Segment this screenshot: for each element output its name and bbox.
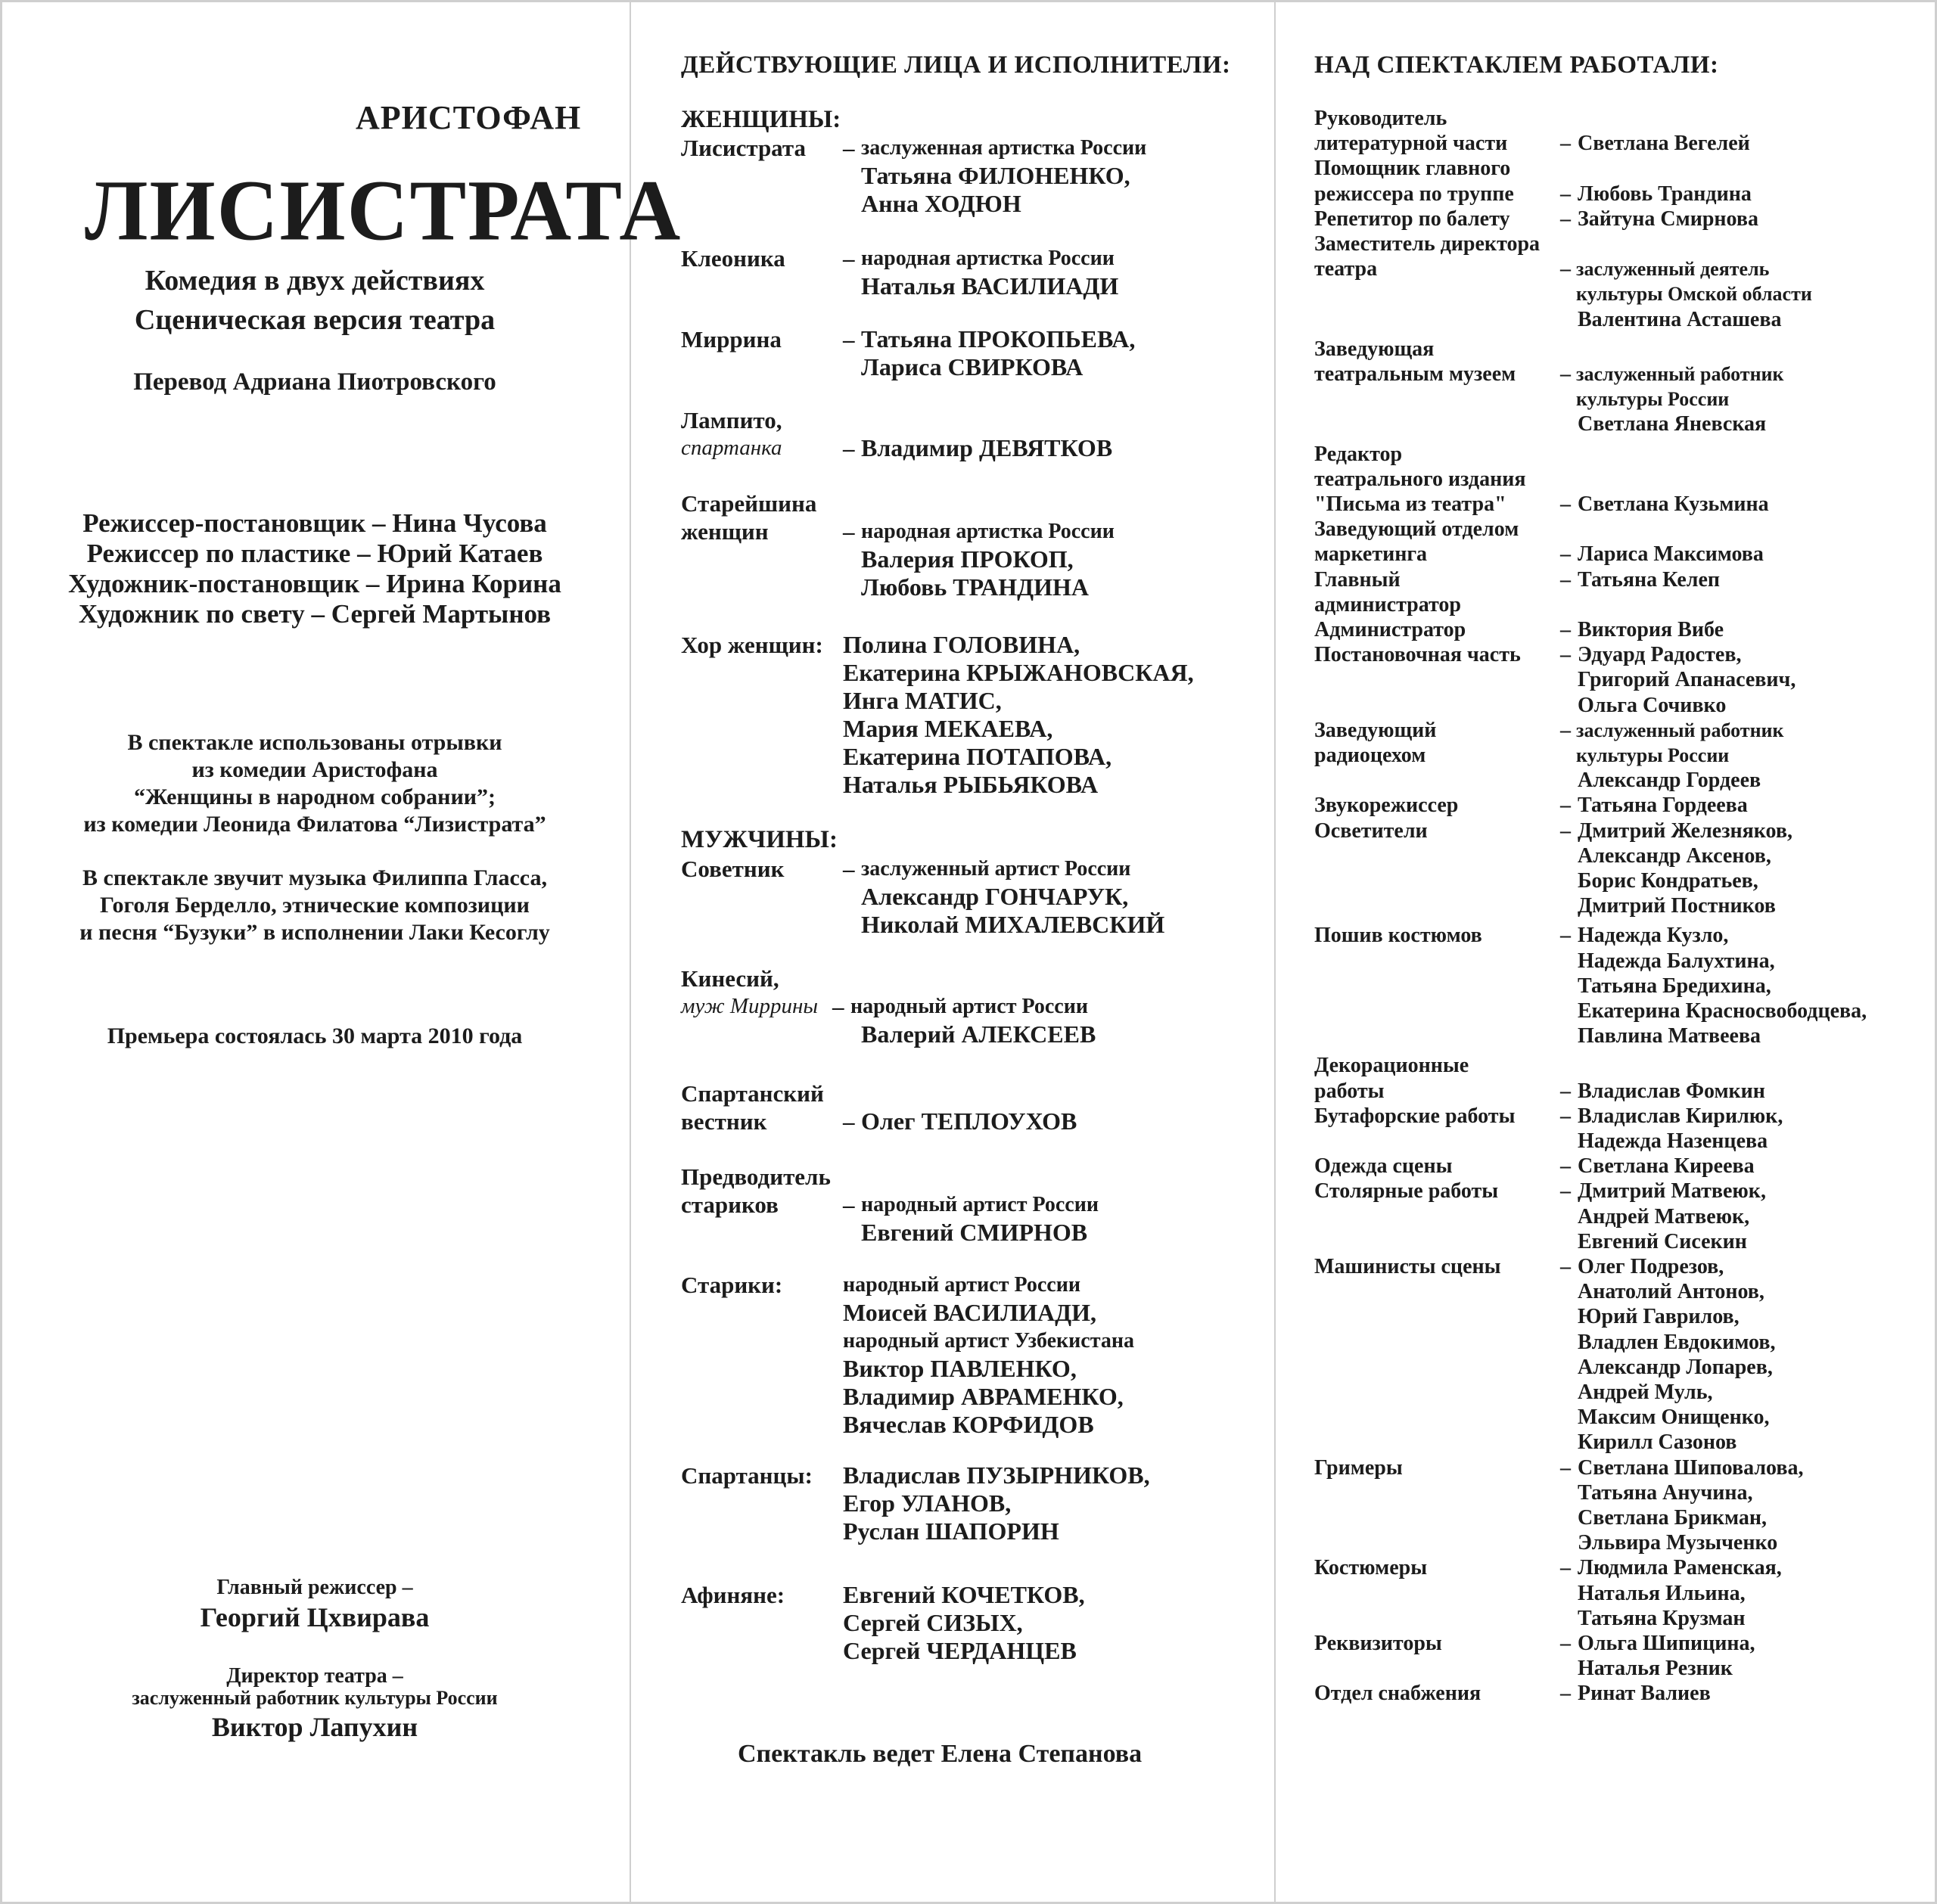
performer-name: Евгений КОЧЕТКОВ,	[843, 1581, 1085, 1608]
performer-name: Лариса СВИРКОВА	[861, 353, 1084, 380]
staff-name: Дмитрий Матвеюк,	[1578, 1179, 1766, 1204]
staff-name: Борис Кондратьев,	[1578, 869, 1758, 893]
subtitle-genre: Комедия в двух действиях	[145, 265, 485, 297]
staff-position: Декорационные	[1314, 1054, 1469, 1078]
dash: –	[1560, 132, 1571, 156]
staff-row	[1314, 1330, 1935, 1355]
staff-row	[1314, 1455, 1935, 1480]
staff-position: администратор	[1314, 592, 1461, 617]
honorary-title: народная артистка России	[861, 247, 1115, 270]
staff-row	[1314, 999, 1935, 1023]
staff-name: Евгений Сисекин	[1578, 1229, 1747, 1253]
role-name: спартанка	[681, 436, 782, 460]
subtitle-version: Сценическая версия театра	[134, 304, 496, 336]
staff-name: Виктория Вибе	[1578, 618, 1724, 641]
staff-row	[1314, 156, 1935, 181]
honorary-title: заслуженный работник	[1576, 719, 1784, 741]
performer-name: Вячеслав КОРФИДОВ	[843, 1411, 1094, 1438]
staff-position: Заведующий отделом	[1314, 517, 1519, 542]
staff-row	[1314, 1254, 1935, 1279]
author: АРИСТОФАН	[356, 99, 582, 136]
crew-line: Художник по свету – Сергей Мартынов	[78, 599, 552, 629]
staff-row	[1314, 1430, 1935, 1455]
staff-position: радиоцехом	[1314, 744, 1426, 767]
staff-row	[1314, 1279, 1935, 1304]
staff-name: Светлана Киреева	[1578, 1154, 1755, 1179]
note-line: В спектакле использованы отрывки	[127, 730, 502, 755]
excerpts-note	[0, 729, 630, 838]
chief-director-label: Главный режиссер –	[216, 1576, 413, 1599]
role-name: Миррина	[681, 326, 782, 353]
staff-name: Андрей Муль,	[1578, 1381, 1713, 1404]
role-name: Старейшина	[681, 490, 817, 517]
staff-position: Отдел снабжения	[1314, 1682, 1482, 1706]
role-name: Спартанцы:	[681, 1462, 813, 1489]
honorary-title: культуры Омской области	[1576, 283, 1812, 306]
staff-name: Надежда Назенцева	[1578, 1129, 1768, 1153]
staff-row	[1314, 1555, 1935, 1580]
staff-name: Светлана Брикман,	[1578, 1506, 1768, 1530]
staff-row	[1314, 1505, 1935, 1530]
staff-row	[1314, 207, 1935, 231]
staff-row	[1314, 818, 1935, 843]
dash: –	[1560, 718, 1571, 742]
honorary-title: народная артистка России	[861, 520, 1115, 543]
performer-name: Егор УЛАНОВ,	[843, 1489, 1012, 1517]
chief-director-name: Георгий Цхвирава	[200, 1602, 430, 1632]
staff-name: Дмитрий Постников	[1578, 894, 1776, 918]
role-name: Спартанский	[681, 1080, 824, 1107]
note-line: Гоголя Берделло, этнические композиции	[100, 893, 530, 918]
role-name: муж Миррины	[681, 994, 819, 1018]
performer-name: Владислав ПУЗЫРНИКОВ,	[843, 1461, 1150, 1489]
staff-position: театрального издания	[1314, 467, 1526, 491]
performer-name: Мария МЕКАЕВА,	[843, 715, 1053, 742]
staff-row	[1314, 1681, 1935, 1706]
performer-name: Моисей ВАСИЛИАДИ,	[843, 1299, 1097, 1326]
honorary-title: заслуженный деятель	[1576, 258, 1770, 281]
role-name: вестник	[681, 1108, 767, 1135]
staff-row	[1314, 412, 1935, 436]
dash: –	[843, 856, 855, 882]
staff-row	[1314, 1304, 1935, 1329]
cast-heading: ДЕЙСТВУЮЩИЕ ЛИЦА И ИСПОЛНИТЕЛИ:	[681, 51, 1231, 79]
staff-name: Эдуард Радостев,	[1578, 643, 1742, 667]
staff-position: Столярные работы	[1314, 1179, 1499, 1204]
staff-row	[1314, 442, 1935, 467]
staff-name: Максим Онищенко,	[1578, 1405, 1770, 1430]
dash: –	[1560, 182, 1571, 206]
honorary-title: народный артист России	[861, 1193, 1099, 1216]
staff-name: Александр Аксенов,	[1578, 843, 1771, 868]
staff-position: работы	[1314, 1079, 1385, 1103]
women-heading: ЖЕНЩИНЫ:	[681, 106, 841, 133]
note-line: и песня “Бузуки” в исполнении Лаки Кесоглу	[79, 920, 550, 945]
staff-name: Валентина Асташева	[1578, 307, 1782, 331]
staff-position: Одежда сцены	[1314, 1154, 1453, 1179]
honorary-title: народный артист Узбекистана	[843, 1329, 1134, 1353]
staff-row	[1314, 1606, 1935, 1631]
role-name: Клеоника	[681, 245, 785, 272]
staff-position: Гримеры	[1314, 1455, 1403, 1480]
crew-line: Режиссер по пластике – Юрий Катаев	[86, 539, 543, 568]
dash: –	[1560, 207, 1571, 231]
staff-position: театральным музеем	[1314, 362, 1516, 386]
theatre-director-label: Директор театра –	[226, 1664, 403, 1688]
dash: –	[1560, 567, 1571, 592]
honorary-title: культуры России	[1576, 744, 1730, 766]
staff-row	[1314, 667, 1935, 692]
dash: –	[843, 135, 855, 161]
staff-row	[1314, 1079, 1935, 1104]
staff-row	[1314, 693, 1935, 718]
theatre-director-name: Виктор Лапухин	[211, 1712, 418, 1742]
staff-name: Светлана Яневская	[1578, 412, 1767, 436]
staff-row	[1314, 1581, 1935, 1606]
staff-name: Екатерина Красносвободцева,	[1578, 999, 1867, 1023]
staff-row	[1314, 467, 1935, 492]
dash: –	[1560, 542, 1571, 567]
staff-name: Владислав Фомкин	[1578, 1079, 1765, 1103]
stage-manager: Спектакль ведет Елена Степанова	[738, 1740, 1143, 1768]
role-name: Афиняне:	[681, 1582, 785, 1608]
staff-row	[1314, 793, 1935, 818]
creative-team	[0, 508, 630, 629]
staff-position: Постановочная часть	[1314, 643, 1521, 667]
staff-name: Александр Лопарев,	[1578, 1355, 1773, 1379]
performer-name: Руслан ШАПОРИН	[843, 1517, 1059, 1545]
staff-position: Администратор	[1314, 618, 1466, 641]
staff-row	[1314, 1530, 1935, 1555]
role-name: Лампито,	[681, 407, 782, 433]
staff-row	[1314, 542, 1935, 567]
staff-position: Главный	[1314, 567, 1401, 592]
column-divider-right	[1274, 0, 1276, 1904]
dash: –	[843, 1191, 855, 1218]
performer-name: Валерия ПРОКОП,	[861, 545, 1074, 573]
note-line: В спектакле звучит музыка Филиппа Гласса,	[82, 865, 547, 890]
staff-row	[1314, 1380, 1935, 1405]
note-line: из комедии Леонида Филатова “Лизистрата”	[83, 812, 546, 837]
staff-row	[1314, 617, 1935, 642]
staff-name: Ольга Шипицина,	[1578, 1632, 1755, 1655]
dash: –	[843, 326, 855, 353]
staff-position: Пошив костюмов	[1314, 924, 1482, 948]
dash: –	[1560, 1556, 1571, 1580]
staff-name: Наталья Резник	[1578, 1657, 1733, 1681]
staff-row	[1314, 337, 1935, 362]
column-divider-left	[630, 0, 631, 1904]
staff-heading: НАД СПЕКТАКЛЕМ РАБОТАЛИ:	[1314, 51, 1719, 79]
staff-position: режиссера по труппе	[1314, 182, 1514, 206]
dash: –	[1560, 1255, 1571, 1278]
staff-name: Татьяна Гордеева	[1578, 794, 1748, 818]
staff-position: Репетитор по балету	[1314, 207, 1510, 231]
performer-name: Сергей СИЗЫХ,	[843, 1609, 1023, 1636]
translation-credit: Перевод Адриана Пиотровского	[133, 368, 496, 396]
staff-position: "Письма из театра"	[1314, 492, 1506, 516]
performer-name: Любовь ТРАНДИНА	[861, 573, 1089, 601]
dash: –	[843, 1108, 855, 1135]
staff-row	[1314, 131, 1935, 156]
staff-name: Людмила Раменская,	[1578, 1556, 1782, 1580]
dash: –	[1560, 1179, 1571, 1204]
performer-name: Виктор ПАВЛЕНКО,	[843, 1355, 1077, 1382]
performer-name: Наталья ВАСИЛИАДИ	[861, 272, 1119, 300]
staff-position: Бутафорские работы	[1314, 1104, 1516, 1128]
staff-row	[1314, 1053, 1935, 1078]
staff-name: Эльвира Музыченко	[1578, 1531, 1778, 1555]
note-line: “Женщины в народном собрании”;	[133, 784, 496, 809]
staff-name: Наталья Ильина,	[1578, 1581, 1746, 1605]
staff-name: Андрей Матвеюк,	[1578, 1204, 1750, 1228]
staff-position: Звукорежиссер	[1314, 794, 1459, 818]
staff-row	[1314, 1179, 1935, 1204]
play-title: ЛИСИСТРАТА	[85, 163, 682, 259]
staff-position: Заведующая	[1314, 337, 1435, 361]
staff-name: Александр Гордеев	[1578, 769, 1761, 793]
staff-row	[1314, 923, 1935, 948]
dash: –	[1560, 618, 1571, 641]
staff-position: Редактор	[1314, 442, 1403, 466]
crew-line: Художник-постановщик – Ирина Корина	[68, 569, 561, 598]
dash: –	[1560, 794, 1571, 818]
dash: –	[1560, 1455, 1571, 1480]
theatre-director-title: заслуженный работник культуры России	[132, 1687, 498, 1709]
staff-row	[1314, 1480, 1935, 1505]
staff-row	[1314, 362, 1935, 387]
performer-name: Татьяна ПРОКОПЬЕВА,	[861, 325, 1136, 353]
performer-name: Татьяна ФИЛОНЕНКО,	[861, 162, 1130, 189]
staff-row	[1314, 843, 1935, 868]
performer-name: Сергей ЧЕРДАНЦЕВ	[843, 1637, 1077, 1664]
staff-name: Лариса Максимова	[1578, 542, 1764, 567]
staff-row	[1314, 974, 1935, 999]
staff-position: Руководитель	[1314, 107, 1447, 130]
dash: –	[843, 518, 855, 545]
staff-row	[1314, 592, 1935, 617]
staff-row	[1314, 231, 1935, 256]
staff-name: Светлана Шиповалова,	[1578, 1455, 1804, 1480]
honorary-title: заслуженная артистка России	[861, 136, 1147, 160]
staff-row	[1314, 868, 1935, 893]
staff-position: Осветители	[1314, 818, 1428, 843]
dash: –	[832, 993, 844, 1020]
dash: –	[1560, 1682, 1571, 1706]
staff-row	[1314, 1154, 1935, 1179]
staff-name: Зайтуна Смирнова	[1578, 207, 1758, 231]
staff-row	[1314, 893, 1935, 918]
staff-row	[1314, 182, 1935, 207]
staff-name: Дмитрий Железняков,	[1578, 818, 1792, 843]
staff-position: театра	[1314, 257, 1378, 281]
crew-line: Режиссер-постановщик – Нина Чусова	[82, 508, 547, 538]
role-name: Хор женщин:	[681, 632, 823, 658]
staff-row	[1314, 256, 1935, 281]
dash: –	[843, 245, 855, 272]
honorary-title: культуры России	[1576, 388, 1730, 411]
note-line: из комедии Аристофана	[191, 757, 438, 782]
performer-name: Инга МАТИС,	[843, 687, 1002, 714]
staff-row	[1314, 492, 1935, 517]
staff-name: Любовь Трандина	[1578, 182, 1752, 206]
staff-row	[1314, 1023, 1935, 1048]
role-name: Предводитель	[681, 1163, 831, 1190]
role-name: Старики:	[681, 1272, 783, 1298]
dash: –	[1560, 1154, 1571, 1179]
dash: –	[1560, 643, 1571, 667]
performer-name: Олег ТЕПЛОУХОВ	[861, 1107, 1077, 1135]
dash: –	[843, 435, 855, 461]
staff-name: Татьяна Крузман	[1578, 1606, 1746, 1630]
performer-name: Владимир АВРАМЕНКО,	[843, 1383, 1124, 1410]
staff-name: Владислав Кирилюк,	[1578, 1104, 1783, 1128]
performer-name: Валерий АЛЕКСЕЕВ	[861, 1020, 1096, 1048]
performer-name: Полина ГОЛОВИНА,	[843, 631, 1080, 658]
staff-row	[1314, 106, 1935, 131]
staff-row	[1314, 1405, 1935, 1430]
performer-name: Александр ГОНЧАРУК,	[861, 883, 1129, 910]
dash: –	[1560, 1104, 1571, 1128]
staff-name: Кирилл Сазонов	[1578, 1430, 1737, 1455]
staff-name: Надежда Кузло,	[1578, 924, 1729, 948]
staff-name: Ольга Сочивко	[1578, 693, 1727, 717]
performer-name: Наталья РЫБЬЯКОВА	[843, 771, 1099, 798]
staff-row	[1314, 1204, 1935, 1229]
staff-row	[1314, 1104, 1935, 1129]
dash: –	[1560, 818, 1571, 843]
staff-position: Костюмеры	[1314, 1556, 1428, 1580]
dash: –	[1560, 492, 1571, 516]
staff-position: литературной части	[1314, 132, 1508, 156]
staff-row	[1314, 768, 1935, 793]
staff-row	[1314, 307, 1935, 332]
staff-row	[1314, 642, 1935, 667]
staff-name: Надежда Балухтина,	[1578, 949, 1775, 973]
honorary-title: заслуженный работник	[1576, 363, 1784, 385]
staff-name: Олег Подрезов,	[1578, 1255, 1724, 1278]
staff-row	[1314, 387, 1935, 412]
staff-name: Светлана Вегелей	[1578, 132, 1750, 156]
staff-row	[1314, 1229, 1935, 1254]
role-name: Кинесий,	[681, 965, 779, 992]
staff-position: Заведующий	[1314, 718, 1437, 742]
staff-name: Павлина Матвеева	[1578, 1024, 1761, 1048]
staff-row	[1314, 1656, 1935, 1681]
dash: –	[1560, 1632, 1571, 1655]
staff-row	[1314, 567, 1935, 592]
staff-row	[1314, 1631, 1935, 1656]
dash: –	[1560, 362, 1571, 386]
role-name: Советник	[681, 856, 785, 882]
premiere-date: Премьера состоялась 30 марта 2010 года	[107, 1023, 523, 1048]
dash: –	[1560, 924, 1571, 948]
staff-name: Ринат Валиев	[1578, 1682, 1711, 1706]
staff-name: Анатолий Антонов,	[1578, 1280, 1764, 1304]
staff-name: Светлана Кузьмина	[1578, 492, 1769, 516]
staff-position: Реквизиторы	[1314, 1632, 1442, 1655]
staff-position: маркетинга	[1314, 542, 1428, 567]
staff-row	[1314, 1355, 1935, 1380]
role-name: Лисистрата	[681, 135, 806, 161]
honorary-title: народный артист России	[843, 1273, 1080, 1297]
staff-name: Татьяна Келеп	[1578, 567, 1721, 592]
dash: –	[1560, 257, 1571, 281]
performer-name: Евгений СМИРНОВ	[861, 1219, 1088, 1246]
staff-row	[1314, 743, 1935, 768]
staff-position: Машинисты сцены	[1314, 1255, 1501, 1278]
staff-row	[1314, 1129, 1935, 1154]
men-heading: МУЖЧИНЫ:	[681, 826, 838, 853]
performer-name: Екатерина КРЫЖАНОВСКАЯ,	[843, 659, 1194, 686]
staff-row	[1314, 281, 1935, 306]
music-note	[0, 865, 630, 946]
staff-row	[1314, 517, 1935, 542]
role-name: женщин	[681, 518, 769, 545]
performer-name: Анна ХОДЮН	[861, 190, 1021, 217]
staff-row	[1314, 949, 1935, 974]
performer-name: Екатерина ПОТАПОВА,	[843, 743, 1112, 770]
staff-row	[1314, 718, 1935, 743]
performer-name: Николай МИХАЛЕВСКИЙ	[861, 911, 1165, 938]
performer-name: Владимир ДЕВЯТКОВ	[861, 434, 1113, 461]
staff-name: Татьяна Анучина,	[1578, 1480, 1753, 1505]
staff-name: Татьяна Бредихина,	[1578, 974, 1771, 998]
dash: –	[1560, 1079, 1571, 1103]
staff-name: Владлен Евдокимов,	[1578, 1330, 1776, 1354]
role-name: стариков	[681, 1191, 779, 1218]
staff-name: Григорий Апанасевич,	[1578, 668, 1796, 692]
honorary-title: заслуженный артист России	[861, 857, 1131, 881]
staff-name: Юрий Гаврилов,	[1578, 1305, 1740, 1329]
staff-position: Помощник главного	[1314, 157, 1511, 181]
honorary-title: народный артист России	[850, 995, 1088, 1018]
staff-position: Заместитель директора	[1314, 232, 1541, 256]
